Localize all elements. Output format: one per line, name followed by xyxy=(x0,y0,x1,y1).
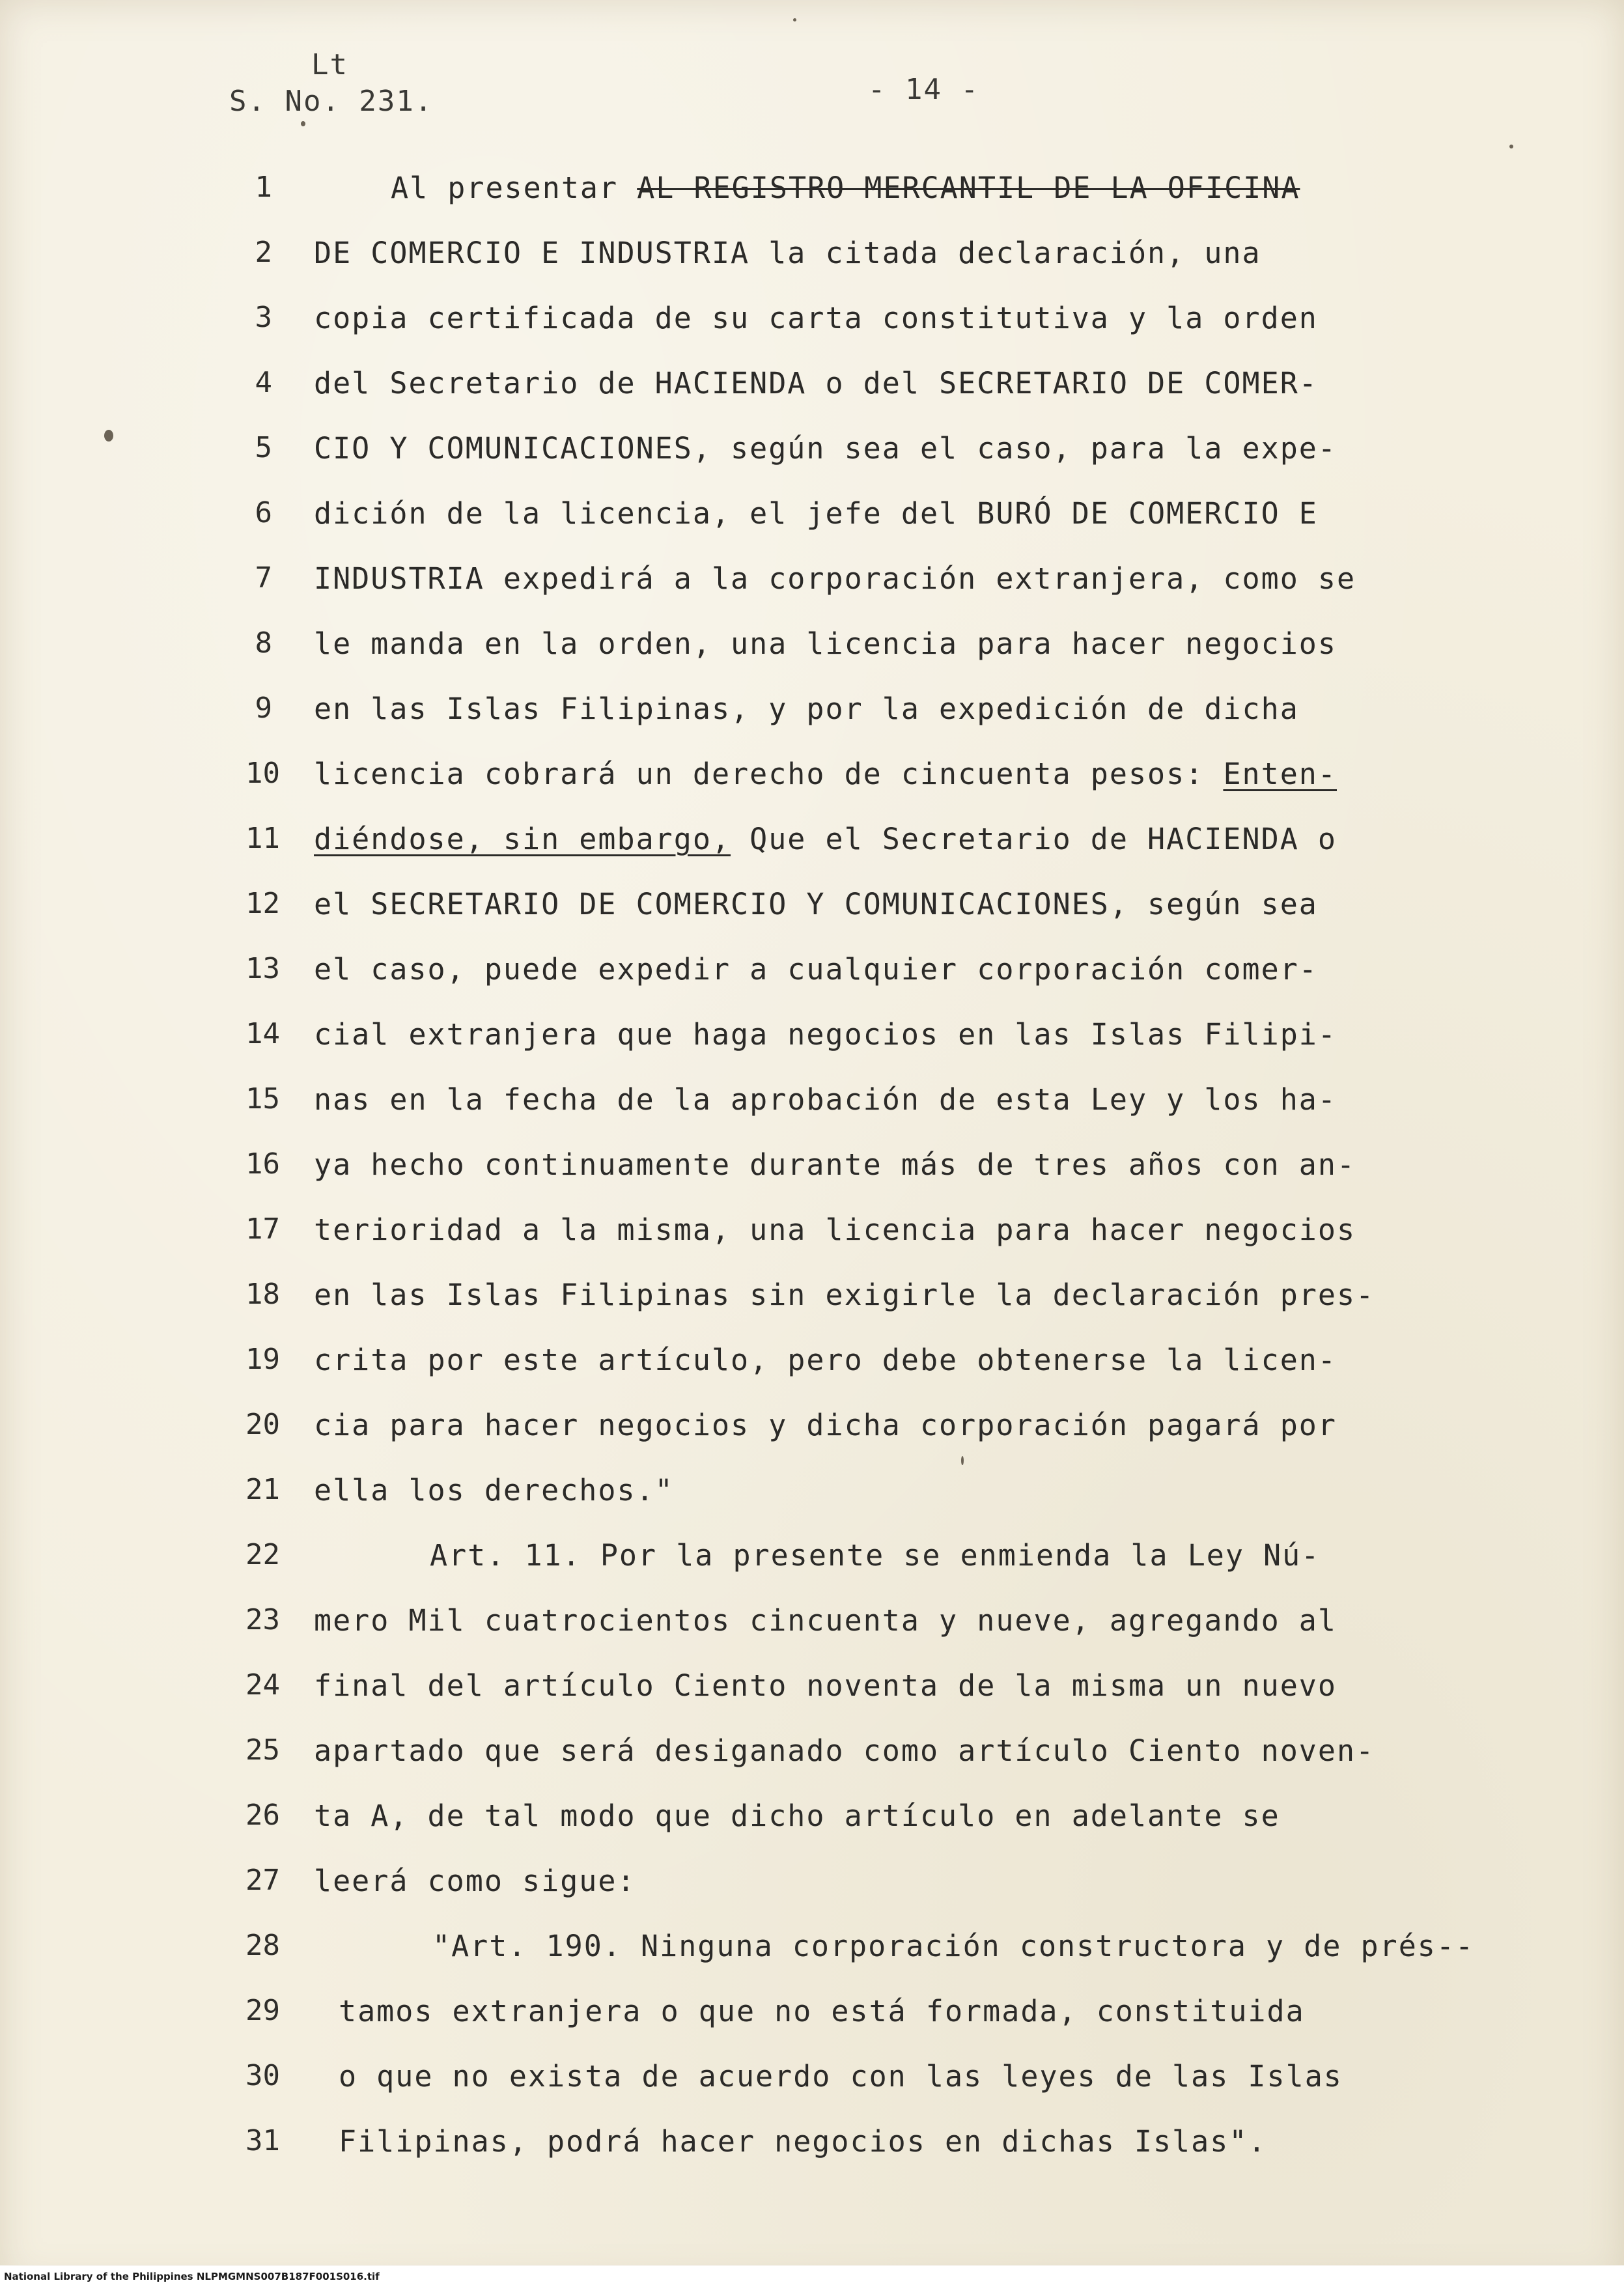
line-number: 10 xyxy=(245,757,280,790)
line-text xyxy=(314,431,1337,466)
text-segment: cial extranjera que haga negocios en las Islas Filipi- xyxy=(314,1017,1337,1052)
line-number: 7 xyxy=(255,561,272,595)
underlined-text: diéndose, sin embargo, xyxy=(314,822,731,856)
text-segment: ya hecho continuamente durante más de tres años con an- xyxy=(314,1147,1356,1182)
line-number: 5 xyxy=(255,431,272,464)
line-text xyxy=(314,496,1318,531)
text-segment: Filipinas, podrá hacer negocios en dichas Islas". xyxy=(339,2124,1267,2159)
line-number: 25 xyxy=(245,1733,280,1767)
text-segment: mero Mil cuatrocientos cincuenta y nueve, agregando al xyxy=(314,1603,1337,1638)
line-number: 24 xyxy=(245,1668,280,1702)
typist-initials: Lt xyxy=(311,48,348,81)
line-text xyxy=(314,366,1318,400)
line-text xyxy=(314,236,1261,270)
line-text xyxy=(314,757,1337,791)
line-number: 18 xyxy=(245,1278,280,1311)
line-number: 17 xyxy=(245,1213,280,1246)
text-segment: o que no exista de acuerdo con las leyes de las Islas xyxy=(339,2059,1343,2094)
line-text xyxy=(314,692,1299,726)
text-segment: del Secretario de HACIENDA o del SECRETARIO DE COMER- xyxy=(314,366,1318,400)
line-text xyxy=(314,1733,1375,1768)
text-segment: el SECRETARIO DE COMERCIO Y COMUNICACIONES, según sea xyxy=(314,887,1318,921)
line-text xyxy=(314,1147,1356,1182)
line-number: 9 xyxy=(255,692,272,725)
line-number: 8 xyxy=(255,626,272,660)
line-number: 13 xyxy=(245,952,280,985)
line-number: 27 xyxy=(245,1864,280,1897)
line-number: 30 xyxy=(245,2059,280,2092)
underlined-text: Enten- xyxy=(1223,757,1337,791)
text-segment: Art. 11. Por la presente se enmienda la Ley Nú- xyxy=(430,1538,1321,1573)
line-number: 1 xyxy=(255,171,272,204)
text-segment: nas en la fecha de la aprobación de esta Ley y los ha- xyxy=(314,1082,1337,1117)
text-segment: apartado que será desiganado como artículo Ciento noven- xyxy=(314,1733,1375,1768)
line-number: 19 xyxy=(245,1343,280,1376)
line-text xyxy=(314,1278,1375,1312)
line-text xyxy=(314,822,1337,856)
ink-speck xyxy=(961,1456,964,1465)
line-text xyxy=(314,1668,1337,1703)
text-segment: en las Islas Filipinas, y por la expedición de dicha xyxy=(314,692,1299,726)
text-segment: CIO Y COMUNICACIONES, según sea el caso, para la expe- xyxy=(314,431,1337,466)
line-number: 21 xyxy=(245,1473,280,1506)
line-text xyxy=(314,1408,1337,1442)
bill-number: S. No. 231. xyxy=(229,85,434,118)
line-text xyxy=(314,1799,1280,1833)
line-text xyxy=(314,1864,636,1898)
line-text xyxy=(430,1538,1320,1573)
ink-speck xyxy=(793,18,796,21)
text-segment: "Art. 190. Ninguna corporación constructora y de prés-- xyxy=(432,1929,1475,1963)
line-number: 31 xyxy=(245,2124,280,2157)
line-text xyxy=(314,887,1318,921)
line-number: 29 xyxy=(245,1994,280,2027)
text-segment: le manda en la orden, una licencia para hacer negocios xyxy=(314,626,1337,661)
line-text xyxy=(339,1994,1305,2028)
line-number: 28 xyxy=(245,1929,280,1962)
page-number: - 14 - xyxy=(868,73,979,106)
text-segment: Que el Secretario de HACIENDA o xyxy=(731,822,1337,856)
line-text xyxy=(314,1017,1337,1052)
line-number: 20 xyxy=(245,1408,280,1441)
line-text xyxy=(391,171,1300,205)
ink-speck xyxy=(104,430,113,442)
ink-speck xyxy=(301,121,305,126)
line-number: 3 xyxy=(255,301,272,334)
line-number: 22 xyxy=(245,1538,280,1571)
line-number: 14 xyxy=(245,1017,280,1050)
text-segment: tamos extranjera o que no está formada, constituida xyxy=(339,1994,1305,2028)
line-number: 2 xyxy=(255,236,272,269)
text-segment: leerá como sigue: xyxy=(314,1864,636,1898)
line-number: 15 xyxy=(245,1082,280,1115)
text-segment: crita por este artículo, pero debe obtenerse la licen- xyxy=(314,1343,1337,1377)
text-segment: dición de la licencia, el jefe del BURÓ DE COMERCIO E xyxy=(314,496,1318,531)
line-text xyxy=(314,1473,674,1507)
text-segment: en las Islas Filipinas sin exigirle la declaración pres- xyxy=(314,1278,1375,1312)
line-number: 12 xyxy=(245,887,280,920)
line-text xyxy=(314,626,1337,661)
line-text xyxy=(314,1082,1337,1117)
archive-label: National Library of the Philippines NLPMGMNS007B187F001S016.tif xyxy=(4,2271,380,2282)
line-text xyxy=(314,1603,1337,1638)
line-number: 16 xyxy=(245,1147,280,1181)
line-number: 4 xyxy=(255,366,272,399)
text-segment: Al presentar xyxy=(391,171,637,205)
line-text xyxy=(314,301,1318,335)
text-segment: ella los derechos." xyxy=(314,1473,674,1507)
line-number: 6 xyxy=(255,496,272,529)
text-segment: cia para hacer negocios y dicha corporación pagará por xyxy=(314,1408,1337,1442)
line-text xyxy=(314,1213,1356,1247)
line-text xyxy=(432,1929,1474,1963)
text-segment: final del artículo Ciento noventa de la misma un nuevo xyxy=(314,1668,1337,1703)
line-text xyxy=(339,2124,1267,2159)
text-segment: el caso, puede expedir a cualquier corporación comer- xyxy=(314,952,1318,987)
archive-footer xyxy=(0,2265,1624,2285)
ink-speck xyxy=(1509,145,1513,148)
text-segment: licencia cobrará un derecho de cincuenta pesos: xyxy=(314,757,1224,791)
line-text xyxy=(314,561,1356,596)
text-segment: copia certificada de su carta constitutiva y la orden xyxy=(314,301,1318,335)
line-number: 11 xyxy=(245,822,280,855)
line-text xyxy=(314,952,1318,987)
struck-text: AL REGISTRO MERCANTIL DE LA OFICINA xyxy=(637,171,1300,205)
line-text xyxy=(339,2059,1343,2094)
line-number: 23 xyxy=(245,1603,280,1636)
line-number: 26 xyxy=(245,1799,280,1832)
text-segment: INDUSTRIA expedirá a la corporación extranjera, como se xyxy=(314,561,1356,596)
text-segment: terioridad a la misma, una licencia para hacer negocios xyxy=(314,1213,1356,1247)
text-segment: DE COMERCIO E INDUSTRIA la citada declaración, una xyxy=(314,236,1261,270)
text-segment: ta A, de tal modo que dicho artículo en adelante se xyxy=(314,1799,1280,1833)
line-text xyxy=(314,1343,1337,1377)
